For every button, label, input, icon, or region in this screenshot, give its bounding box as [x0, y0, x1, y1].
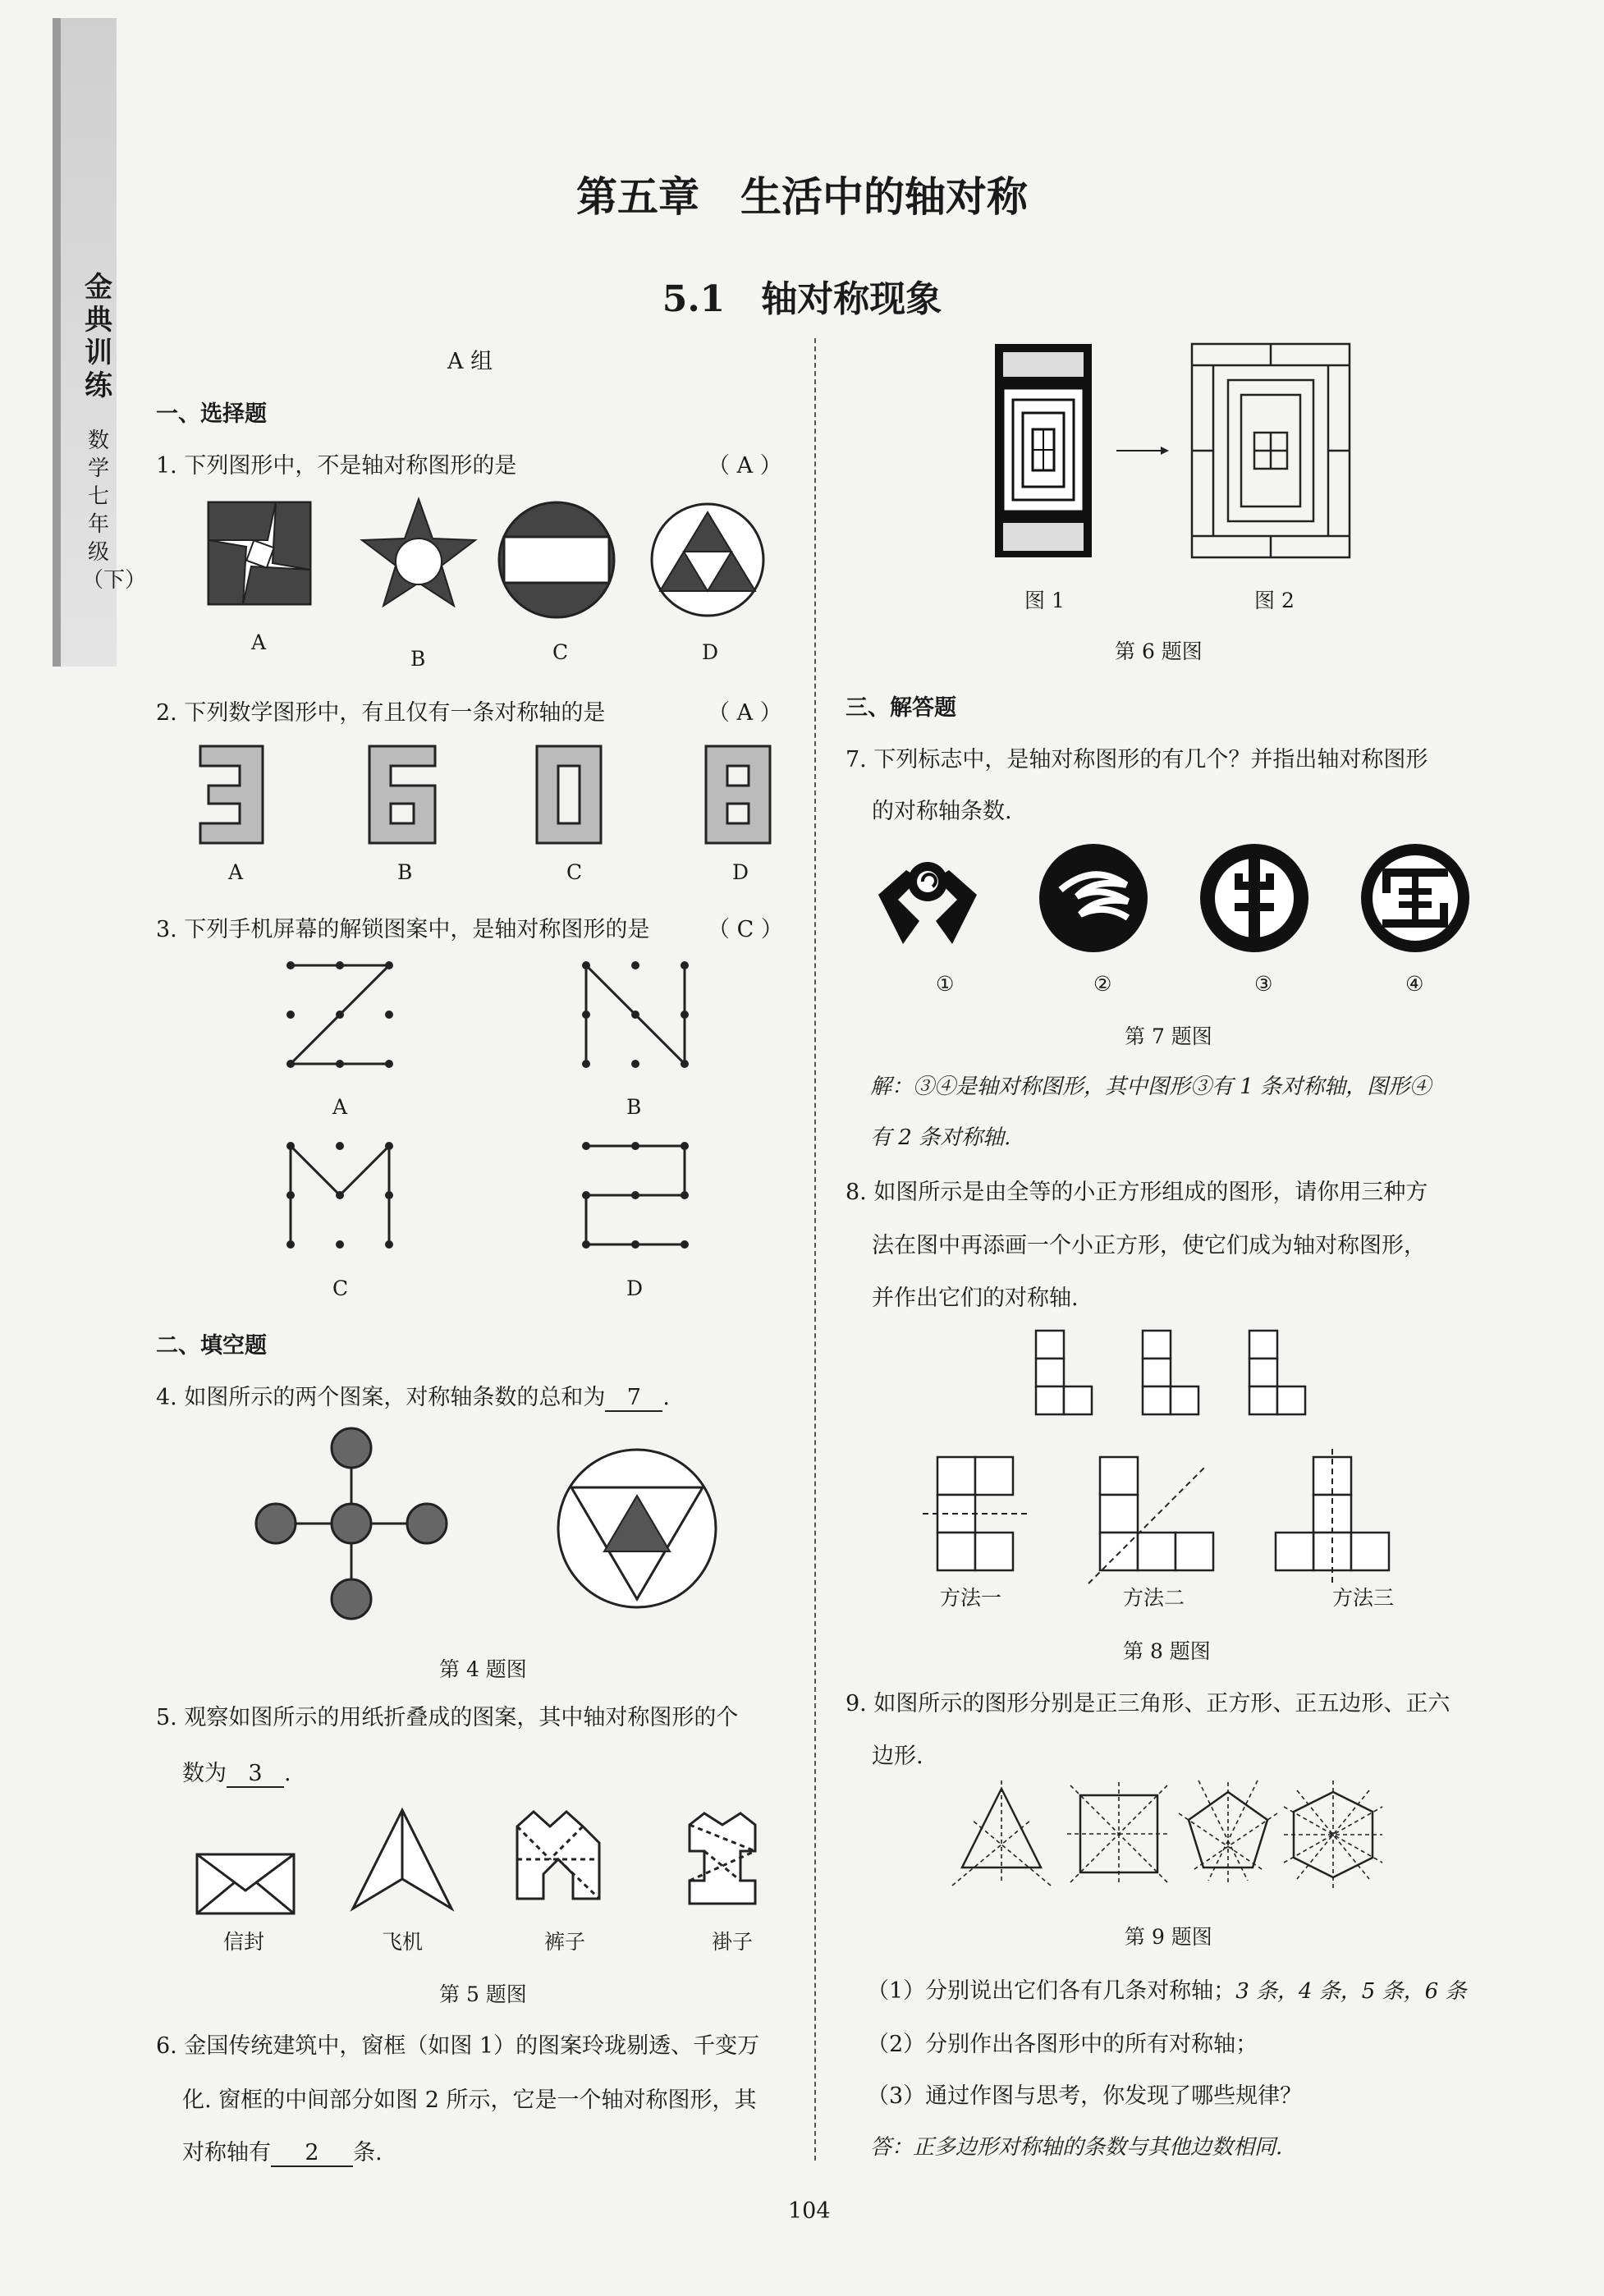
q2-figure: [197, 743, 772, 850]
q3-text: 3. 下列手机屏幕的解锁图案中，是轴对称图形的是: [156, 917, 650, 942]
q1-text: 1. 下列图形中，不是轴对称图形的是: [156, 453, 517, 479]
q8-line3: 并作出它们的对称轴.: [872, 1285, 1079, 1311]
q5-label-jacket: 褂子: [712, 1930, 754, 1954]
q8-original-2: [1143, 1331, 1198, 1414]
q5-plane-figure: [353, 1810, 451, 1909]
q9-part1: [867, 1973, 1466, 2005]
q2-answer: （ A ）: [708, 700, 782, 726]
q8-figure: [911, 1326, 1453, 1588]
q1-option-d-figure: [652, 504, 763, 616]
q6-window-figure: [1192, 344, 1350, 557]
q7-label-3: ③: [1254, 972, 1273, 996]
q1-option-a-figure: [209, 502, 310, 604]
q8-original-3: [1249, 1331, 1305, 1414]
q6-line1: 6. 金国传统建筑中，窗框（如图 1）的图案玲珑剔透、千变万: [156, 2033, 760, 2059]
q8-line1: 8. 如图所示是由全等的小正方形组成的图形，请你用三种方: [846, 1180, 1428, 1205]
q8-method-1-label: 方法一: [940, 1586, 1002, 1610]
q2-label-d: D: [732, 860, 749, 884]
section-fill: 二、填空题: [156, 1333, 267, 1359]
q7-logo-3-figure: [1200, 844, 1308, 952]
q7-label-2: ②: [1093, 972, 1112, 996]
q5-caption: 第 5 题图: [439, 1982, 527, 2006]
q3-label-c: C: [332, 1276, 349, 1300]
q9-part2: （2）分别作出各图形中的所有对称轴；: [867, 2032, 1258, 2057]
q6-end: 条.: [353, 2140, 383, 2165]
q6-fig1-label: 图 1: [1024, 589, 1065, 612]
q5-blank: 3: [227, 1761, 284, 1788]
q7-line2: 的对称轴条数.: [872, 799, 1012, 824]
q2-label-b: B: [397, 860, 413, 884]
q5-jacket-figure: [690, 1813, 755, 1904]
q7-caption: 第 7 题图: [1125, 1024, 1212, 1048]
q2-option-c-figure: [537, 746, 601, 843]
q2-label-c: C: [566, 860, 583, 884]
q5-envelope-figure: [197, 1854, 294, 1913]
q3-label-b: B: [626, 1095, 642, 1119]
q4-flower-figure: [256, 1428, 447, 1619]
q2-option-a-figure: [200, 746, 263, 843]
q1-label-b: B: [410, 647, 426, 671]
q4-caption: 第 4 题图: [439, 1657, 527, 1681]
group-label: A 组: [447, 349, 493, 374]
q5-line2: [182, 1755, 291, 1788]
q6-blank: 2: [271, 2140, 353, 2167]
q5-label-pants: 裤子: [544, 1930, 586, 1954]
q4-prompt: 4. 如图所示的两个图案，对称轴条数的总和为: [156, 1385, 606, 1410]
q6-fig2-label: 图 2: [1254, 589, 1295, 612]
q7-answer-line1: 解：③④是轴对称图形，其中图形③有 1 条对称轴，图形④: [870, 1075, 1432, 1099]
q3-label-d: D: [626, 1276, 644, 1300]
q5-figure: [189, 1802, 780, 1933]
q1-option-b-figure: [362, 499, 475, 606]
q5-end: .: [284, 1761, 291, 1786]
section-title: 5.1 轴对称现象: [662, 278, 942, 320]
q9-line1: 9. 如图所示的图形分别是正三角形、正方形、正五边形、正六: [846, 1691, 1450, 1716]
q9-figure: [952, 1777, 1412, 1892]
q9-line2: 边形.: [872, 1744, 923, 1769]
q4-end: .: [662, 1385, 670, 1410]
q3-answer: （ C ）: [708, 917, 783, 942]
q8-method-3-label: 方法三: [1332, 1586, 1395, 1610]
q2-option-b-figure: [369, 746, 435, 843]
q4-triangle-circle-figure: [558, 1450, 716, 1607]
page-number: 104: [788, 2198, 831, 2224]
q2-label-a: A: [228, 860, 244, 884]
q1-label-c: C: [552, 640, 569, 664]
q1-answer: （ A ）: [708, 453, 782, 479]
q1-option-c-figure: [499, 502, 614, 617]
q2-option-d-figure: [706, 746, 770, 843]
q9-part1-prompt: （1）分别说出它们各有几条对称轴；: [867, 1978, 1236, 2004]
q9-answer: 答：正多边形对称轴的条数与其他边数相同.: [870, 2135, 1283, 2160]
q6-line3: [182, 2134, 383, 2167]
q9-part3: （3）通过作图与思考，你发现了哪些规律？: [867, 2083, 1303, 2109]
q9-caption: 第 9 题图: [1125, 1925, 1212, 1949]
q7-label-1: ①: [936, 972, 955, 996]
q5-pants-figure: [517, 1812, 599, 1899]
q7-answer-line2: 有 2 条对称轴.: [870, 1125, 1011, 1150]
q7-label-4: ④: [1405, 972, 1424, 996]
q8-caption: 第 8 题图: [1123, 1639, 1211, 1663]
q1-figure: [197, 493, 772, 640]
q5-label-plane: 飞机: [382, 1930, 424, 1954]
q7-line1: 7. 下列标志中，是轴对称图形的有几个？并指出轴对称图形: [846, 747, 1428, 772]
section-answer: 三、解答题: [846, 695, 956, 721]
q5-prompt: 数为: [182, 1761, 227, 1786]
q4-figure: [246, 1428, 722, 1625]
q8-original-1: [1036, 1331, 1092, 1414]
q7-logo-4-figure: [1361, 844, 1469, 952]
q7-logo-1-figure: [878, 862, 977, 944]
q2-text: 2. 下列数学图形中，有且仅有一条对称轴的是: [156, 700, 606, 726]
q8-method-2: [1100, 1457, 1213, 1570]
q5-label-envelope: 信封: [223, 1930, 265, 1954]
series-title: 金典训练: [85, 271, 112, 402]
q6-caption: 第 6 题图: [1115, 639, 1203, 663]
q8-line2: 法在图中再添画一个小正方形，使它们成为轴对称图形，: [872, 1233, 1426, 1258]
section-choice: 一、选择题: [156, 401, 267, 427]
q6-line2: 化. 窗框的中间部分如图 2 所示，它是一个轴对称图形，其: [182, 2087, 757, 2113]
q1-label-d: D: [702, 640, 719, 664]
q8-method-2-label: 方法二: [1123, 1586, 1185, 1610]
subject-label: 数学 七年级（下）: [82, 428, 147, 593]
q7-figure: [870, 846, 1486, 969]
column-divider: [814, 338, 816, 2161]
q6-prompt: 对称轴有: [182, 2140, 271, 2165]
q6-figure: [992, 341, 1353, 562]
chapter-title: 第五章 生活中的轴对称: [576, 172, 1028, 221]
q7-logo-2-figure: [1039, 844, 1148, 952]
q9-part1-answer: 3 条，4 条，5 条，6 条: [1235, 1979, 1467, 2004]
q4-text: [156, 1379, 670, 1412]
q4-blank: 7: [605, 1385, 662, 1412]
arrow-icon: [1116, 447, 1169, 455]
q3-label-a: A: [332, 1095, 348, 1119]
q6-photo-figure: [995, 344, 1092, 557]
q5-line1: 5. 观察如图所示的用纸折叠成的图案，其中轴对称图形的个: [156, 1705, 739, 1730]
q1-label-a: A: [251, 630, 267, 654]
